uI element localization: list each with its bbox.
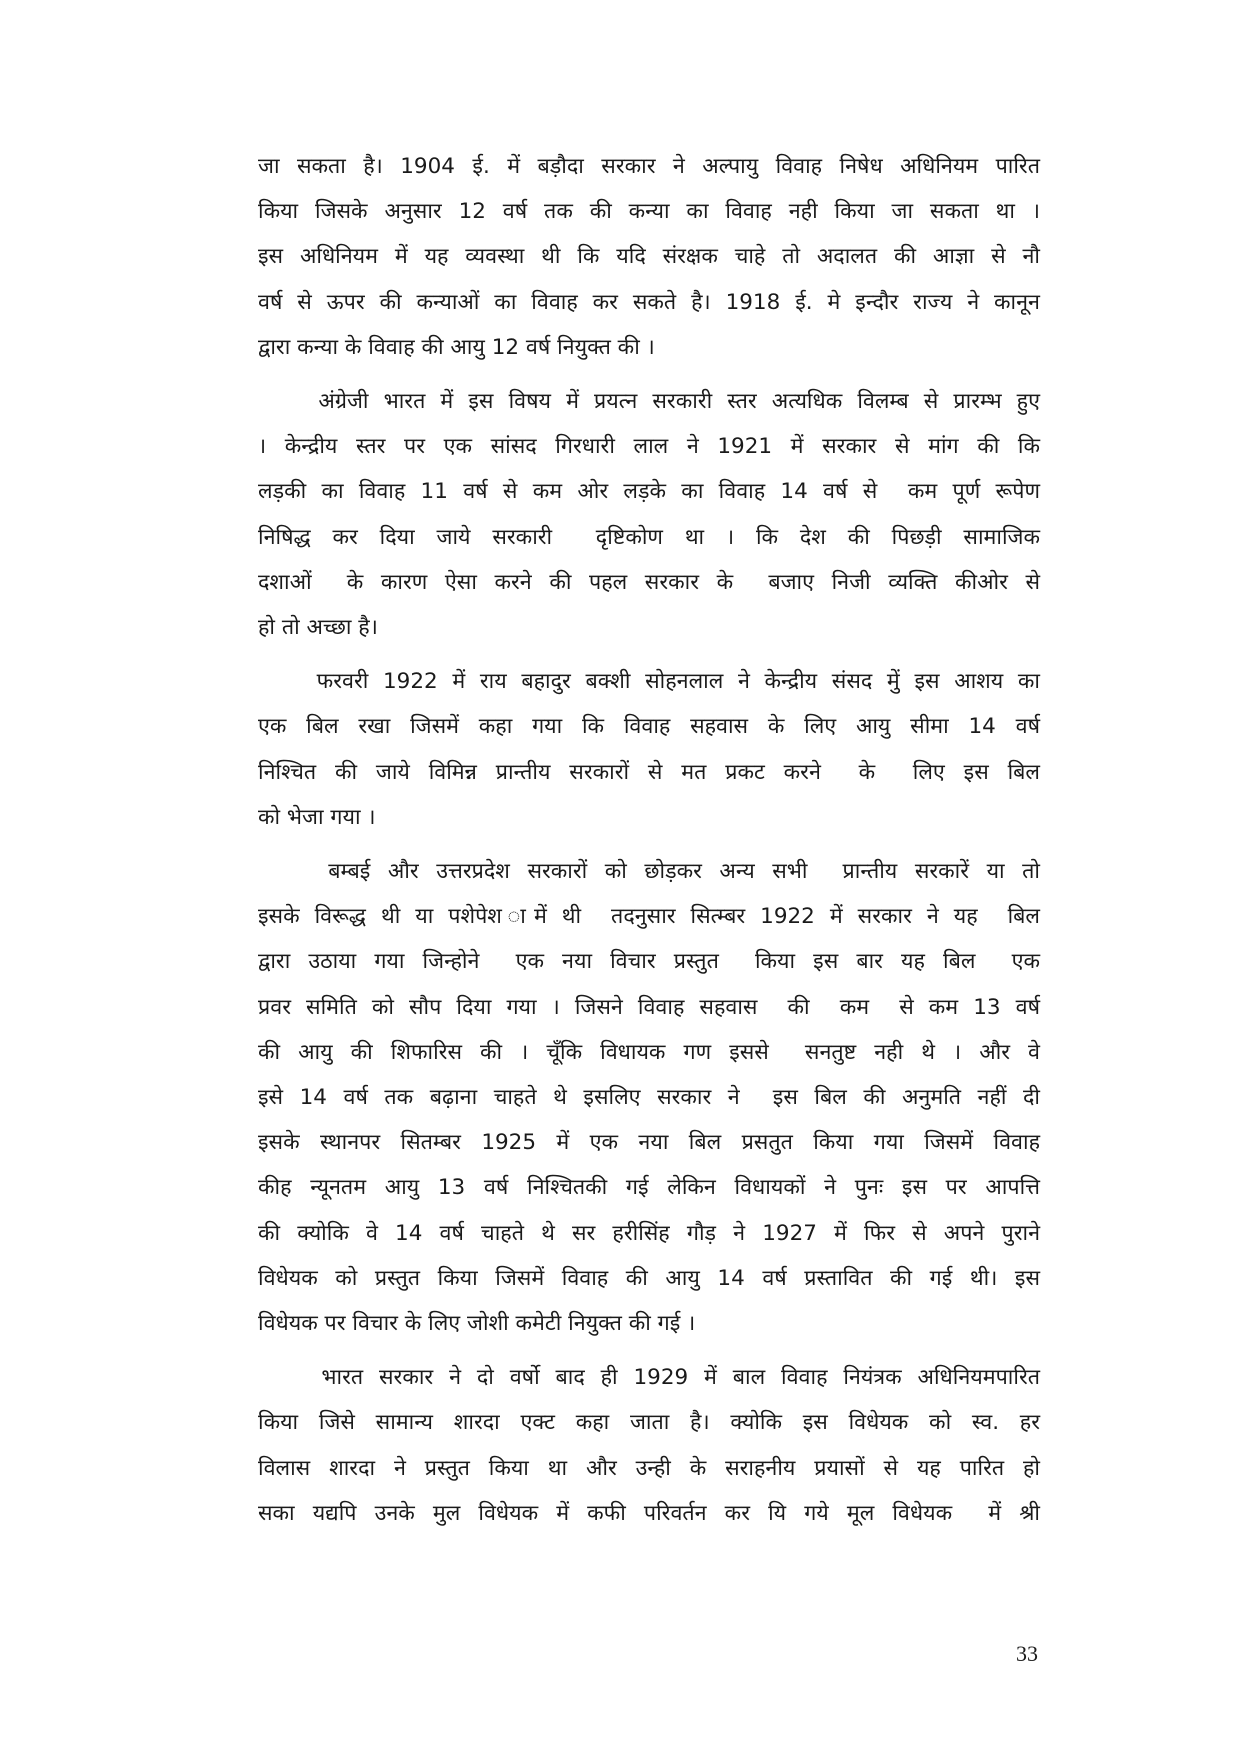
text-line: जा सकता है। 1904 ई. में बड़ौदा सरकार ने अल्पायु विवाह निषेध अधिनियम पारित	[258, 154, 1040, 179]
text-line: फरवरी 1922 में राय बहादुर बक्शी सोहनलाल ने केन्द्रीय संसद मुें इस आशय का	[258, 669, 1040, 695]
text-line: विधेयक को प्रस्तुत किया जिसमें विवाह की आयु 14 वर्ष प्रस्तावित की गई थी। इस	[258, 1265, 1040, 1291]
text-line: इसके विरूद्ध थी या पशेपेश ामें थी तदनुसार सित्म्बर 1922 में सरकार ने यह बिल	[258, 904, 1040, 930]
text-line: विलास शारदा ने प्रस्तुत किया था और उन्ही के सराहनीय प्रयासों से यह पारित हो	[258, 1455, 1040, 1481]
text-line: द्वारा उठाया गया जिन्होने एक नया विचार प्रस्तुत किया इस बार यह बिल एक	[258, 949, 1040, 975]
text-line: प्रवर समिति को सौप दिया गया । जिसने विवाह सहवास की कम से कम 13 वर्ष	[258, 994, 1040, 1020]
paragraph-2	[258, 379, 1040, 650]
text-line: को भेजा गया ।	[258, 804, 376, 830]
text-line: निषिद्ध कर दिया जाये सरकारी दृष्टिकोण था । कि देश की पिछड़ी सामाजिक	[258, 524, 1040, 550]
text-line: वर्ष से ऊपर की कन्याओं का विवाह कर सकते है। 1918 ई. मे इन्दौर राज्य ने कानून	[258, 289, 1040, 315]
text-line: भारत सरकार ने दो वर्षो बाद ही 1929 में बाल विवाह नियंत्रक अधिनियमपारित	[258, 1365, 1040, 1391]
text-line: किया जिसके अनुसार 12 वर्ष तक की कन्या का विवाह नही किया जा सकता था ।	[258, 199, 1040, 225]
text-line: विधेयक पर विचार के लिए जोशी कमेटी नियुक्त की गई ।	[258, 1311, 696, 1337]
text-line: दशाओं के कारण ऐसा करने की पहल सरकार के बजाए निजी व्यक्ति कीओर से	[258, 569, 1040, 595]
paragraph-5	[258, 1355, 1040, 1536]
page-number: 33	[1016, 1641, 1038, 1666]
text-line: इसे 14 वर्ष तक बढ़ाना चाहते थे इसलिए सरकार ने इस बिल की अनुमति नहीं दी	[258, 1085, 1040, 1111]
text-line: निश्चित की जाये विमिन्न प्रान्तीय सरकारों से मत प्रकट करने के लिए इस बिल	[258, 759, 1040, 785]
text-line: अंग्रेजी भारत में इस विषय में प्रयत्न सरकारी स्तर अत्यधिक विलम्ब से प्रारम्भ हुए	[258, 389, 1040, 415]
text-line: की क्योकि वे 14 वर्ष चाहते थे सर हरीसिंह गौड़ ने 1927 में फिर से अपने पुराने	[258, 1220, 1040, 1246]
text-line: । केन्द्रीय स्तर पर एक सांसद गिरधारी लाल ने 1921 में सरकार से मांग की कि	[258, 434, 1040, 460]
text-line: इसके स्थानपर सितम्बर 1925 में एक नया बिल प्रसतुत किया गया जिसमें विवाह	[258, 1130, 1040, 1156]
document-body	[258, 144, 1040, 1536]
text-line: हो तो अच्छा है।	[258, 615, 378, 641]
paragraph-4	[258, 849, 1040, 1346]
text-line: एक बिल रखा जिसमें कहा गया कि विवाह सहवास के लिए आयु सीमा 14 वर्ष	[258, 714, 1040, 740]
text-line: सका यद्यपि उनके मुल विधेयक में कफी परिवर्तन कर यि गये मूल विधेयक में श्री	[258, 1500, 1040, 1526]
text-line: कीह न्यूनतम आयु 13 वर्ष निश्चितकी गई लेकिन विधायकों ने पुनः इस पर आपत्ति	[258, 1175, 1040, 1201]
paragraph-1	[258, 144, 1040, 370]
text-line: की आयु की शिफारिस की । चूँकि विधायक गण इससे सनतुष्ट नही थे । और वे	[258, 1039, 1040, 1065]
text-line: बम्बई और उत्तरप्रदेश सरकारों को छोड़कर अन्य सभी प्रान्तीय सरकारें या तो	[258, 859, 1040, 885]
text-line: इस अधिनियम में यह व्यवस्था थी कि यदि संरक्षक चाहे तो अदालत की आज्ञा से नौ	[258, 244, 1040, 270]
text-line: किया जिसे सामान्य शारदा एक्ट कहा जाता है। क्योकि इस विधेयक को स्व. हर	[258, 1410, 1040, 1436]
text-line: द्वारा कन्या के विवाह की आयु 12 वर्ष नियुक्त की ।	[258, 334, 655, 360]
paragraph-3	[258, 659, 1040, 840]
text-line: लड़की का विवाह 11 वर्ष से कम ओर लड़के का विवाह 14 वर्ष से कम पूर्ण रूपेण	[258, 479, 1040, 505]
